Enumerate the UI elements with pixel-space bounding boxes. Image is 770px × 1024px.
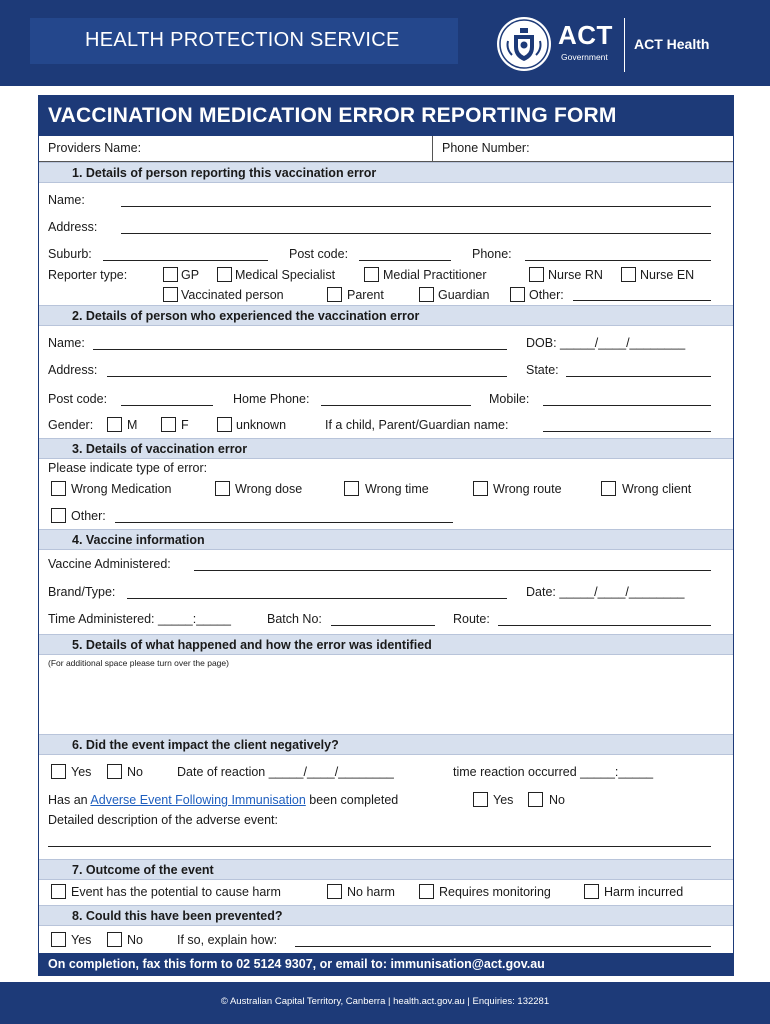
vaccinated-person-label: Vaccinated person xyxy=(181,288,284,302)
section-3-header: 3. Details of vaccination error xyxy=(39,438,733,459)
prevented-no-label: No xyxy=(127,933,143,947)
home-phone-field[interactable] xyxy=(321,405,471,406)
no-harm-checkbox[interactable] xyxy=(327,884,342,899)
aefi-yes-label: Yes xyxy=(493,793,514,807)
error-other-checkbox[interactable] xyxy=(51,508,66,523)
section-2-header: 2. Details of person who experienced the vaccination error xyxy=(39,305,733,326)
harm-incurred-label: Harm incurred xyxy=(604,885,684,899)
explain-how-label: If so, explain how: xyxy=(177,933,278,947)
explain-how-field[interactable] xyxy=(295,946,711,947)
brand-type-field[interactable] xyxy=(127,598,507,599)
potential-harm-checkbox[interactable] xyxy=(51,884,66,899)
provider-row xyxy=(39,136,733,162)
wrong-time-checkbox[interactable] xyxy=(344,481,359,496)
error-other-label: Other: xyxy=(71,509,106,523)
patient-postcode-field[interactable] xyxy=(121,405,213,406)
time-administered-field[interactable]: Time Administered: _____:_____ xyxy=(48,612,231,626)
reporter-address-label: Address: xyxy=(48,220,98,234)
patient-state-label: State: xyxy=(526,363,559,377)
impact-yes-checkbox[interactable] xyxy=(51,764,66,779)
guardian-name-field[interactable] xyxy=(543,431,711,432)
error-other-field[interactable] xyxy=(115,522,453,523)
mobile-label: Mobile: xyxy=(489,392,530,406)
prevented-yes-label: Yes xyxy=(71,933,92,947)
act-government-text: Government xyxy=(561,52,608,62)
section-4-body xyxy=(39,550,733,634)
completion-instructions: On completion, fax this form to 02 5124 9307, or email to: immunisation@act.gov.au xyxy=(39,953,733,975)
act-logo-text: ACT xyxy=(558,20,613,50)
aefi-question xyxy=(48,793,398,807)
reporter-name-label: Name: xyxy=(48,193,85,207)
section-2-body xyxy=(39,326,733,438)
act-crest-icon xyxy=(497,17,551,71)
aefi-no-label: No xyxy=(549,793,565,807)
section-5-header: 5. Details of what happened and how the error was identified xyxy=(39,634,733,655)
aefi-suffix: been completed xyxy=(309,793,399,807)
reporter-address-field[interactable] xyxy=(121,233,711,234)
patient-address-field[interactable] xyxy=(107,376,507,377)
parent-label: Parent xyxy=(347,288,384,302)
patient-name-label: Name: xyxy=(48,336,85,350)
section-6-body xyxy=(39,755,733,859)
route-field[interactable] xyxy=(498,625,711,626)
medial-practitioner-label: Medial Practitioner xyxy=(383,268,487,282)
reporter-other-field[interactable] xyxy=(573,300,711,301)
section-1-header: 1. Details of person reporting this vaccination error xyxy=(39,162,733,183)
reporter-suburb-label: Suburb: xyxy=(48,247,92,261)
wrong-medication-checkbox[interactable] xyxy=(51,481,66,496)
adverse-event-description-label: Detailed description of the adverse event: xyxy=(48,813,278,827)
medical-specialist-label: Medical Specialist xyxy=(235,268,336,282)
gender-label: Gender: xyxy=(48,418,94,432)
nurse-rn-checkbox[interactable] xyxy=(529,267,544,282)
prevented-yes-checkbox[interactable] xyxy=(51,932,66,947)
reporter-name-field[interactable] xyxy=(121,206,711,207)
gender-m-label: M xyxy=(127,418,138,432)
aefi-link[interactable]: Adverse Event Following Immunisation xyxy=(90,793,306,807)
no-harm-label: No harm xyxy=(347,885,395,899)
patient-name-field[interactable] xyxy=(93,349,507,350)
error-reporting-form xyxy=(38,95,734,976)
section-7-body xyxy=(39,880,733,905)
section-1-body xyxy=(39,183,733,305)
nurse-en-label: Nurse EN xyxy=(640,268,695,282)
gender-unknown-label: unknown xyxy=(236,418,287,432)
gender-f-label: F xyxy=(181,418,189,432)
aefi-yes-checkbox[interactable] xyxy=(473,792,488,807)
impact-no-label: No xyxy=(127,765,143,779)
wrong-medication-label: Wrong Medication xyxy=(71,482,172,496)
error-type-prompt: Please indicate type of error: xyxy=(48,461,208,475)
vaccinated-person-checkbox[interactable] xyxy=(163,287,178,302)
wrong-client-label: Wrong client xyxy=(622,482,692,496)
harm-incurred-checkbox[interactable] xyxy=(584,884,599,899)
adverse-event-description-field[interactable] xyxy=(48,846,711,847)
home-phone-label: Home Phone: xyxy=(233,392,310,406)
wrong-dose-checkbox[interactable] xyxy=(215,481,230,496)
additional-space-note: (For additional space please turn over the page) xyxy=(48,658,229,668)
wrong-time-label: Wrong time xyxy=(365,482,429,496)
patient-dob-field[interactable]: DOB: _____/____/________ xyxy=(526,336,686,350)
page-footer: © Australian Capital Territory, Canberra | health.act.gov.au | Enquiries: 132281 xyxy=(0,982,770,1024)
medial-practitioner-checkbox[interactable] xyxy=(364,267,379,282)
section-8-body xyxy=(39,926,733,953)
gp-label: GP xyxy=(181,268,200,282)
header-divider xyxy=(624,18,625,72)
wrong-dose-label: Wrong dose xyxy=(235,482,303,496)
vaccine-administered-field[interactable] xyxy=(194,570,711,571)
page-header xyxy=(0,0,770,86)
wrong-client-checkbox[interactable] xyxy=(601,481,616,496)
time-reaction-field[interactable]: time reaction occurred _____:_____ xyxy=(453,765,654,779)
vaccine-date-field[interactable]: Date: _____/____/________ xyxy=(526,585,685,599)
guardian-label: Guardian xyxy=(438,288,490,302)
impact-no-checkbox[interactable] xyxy=(107,764,122,779)
gender-m-checkbox[interactable] xyxy=(107,417,122,432)
guardian-checkbox[interactable] xyxy=(419,287,434,302)
route-label: Route: xyxy=(453,612,490,626)
batch-no-field[interactable] xyxy=(331,625,435,626)
requires-monitoring-checkbox[interactable] xyxy=(419,884,434,899)
section-7-header: 7. Outcome of the event xyxy=(39,859,733,880)
reporter-type-label: Reporter type: xyxy=(48,268,128,282)
aefi-prefix: Has an xyxy=(48,793,88,807)
reporter-suburb-field[interactable] xyxy=(103,260,268,261)
nurse-rn-label: Nurse RN xyxy=(548,268,603,282)
aefi-no-checkbox[interactable] xyxy=(528,792,543,807)
phone-number-field[interactable]: Phone Number: xyxy=(442,141,530,155)
act-health-text: ACT Health xyxy=(634,36,710,52)
gender-f-checkbox[interactable] xyxy=(161,417,176,432)
parent-checkbox[interactable] xyxy=(327,287,342,302)
section-5-body[interactable] xyxy=(39,655,733,734)
date-of-reaction-field[interactable]: Date of reaction _____/____/________ xyxy=(177,765,394,779)
providers-name-field[interactable]: Providers Name: xyxy=(39,136,433,161)
reporter-other-label: Other: xyxy=(529,288,564,302)
service-name: HEALTH PROTECTION SERVICE xyxy=(30,18,458,64)
wrong-route-checkbox[interactable] xyxy=(473,481,488,496)
patient-state-field[interactable] xyxy=(566,376,711,377)
section-4-header: 4. Vaccine information xyxy=(39,529,733,550)
requires-monitoring-label: Requires monitoring xyxy=(439,885,551,899)
reporter-postcode-field[interactable] xyxy=(359,260,451,261)
nurse-en-checkbox[interactable] xyxy=(621,267,636,282)
reporter-phone-field[interactable] xyxy=(525,260,711,261)
reporter-phone-label: Phone: xyxy=(472,247,512,261)
section-3-body xyxy=(39,459,733,529)
gp-checkbox[interactable] xyxy=(163,267,178,282)
batch-no-label: Batch No: xyxy=(267,612,322,626)
impact-yes-label: Yes xyxy=(71,765,92,779)
section-8-header: 8. Could this have been prevented? xyxy=(39,905,733,926)
prevented-no-checkbox[interactable] xyxy=(107,932,122,947)
vaccine-administered-label: Vaccine Administered: xyxy=(48,557,171,571)
section-6-header: 6. Did the event impact the client negatively? xyxy=(39,734,733,755)
reporter-postcode-label: Post code: xyxy=(289,247,349,261)
wrong-route-label: Wrong route xyxy=(493,482,562,496)
patient-postcode-label: Post code: xyxy=(48,392,108,406)
form-title: VACCINATION MEDICATION ERROR REPORTING FORM xyxy=(39,96,733,136)
medical-specialist-checkbox[interactable] xyxy=(217,267,232,282)
potential-harm-label: Event has the potential to cause harm xyxy=(71,885,281,899)
mobile-field[interactable] xyxy=(543,405,711,406)
guardian-name-label: If a child, Parent/Guardian name: xyxy=(325,418,509,432)
gender-unknown-checkbox[interactable] xyxy=(217,417,232,432)
patient-address-label: Address: xyxy=(48,363,98,377)
reporter-other-checkbox[interactable] xyxy=(510,287,525,302)
brand-type-label: Brand/Type: xyxy=(48,585,116,599)
